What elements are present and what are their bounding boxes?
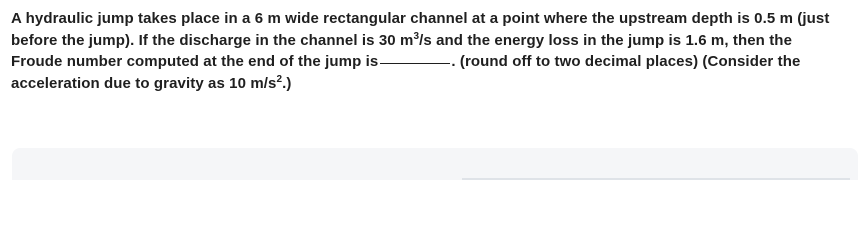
question-part-3: . (round off to two decimal places) (Consider the acceleration due to gravity as 10 m/s — [11, 53, 801, 92]
squared-superscript: 2 — [276, 73, 283, 85]
answer-area — [12, 148, 858, 180]
answer-blank — [380, 62, 450, 64]
question-part-1: A hydraulic jump takes place in a 6 m wide rectangular channel at a point where the upstream depth is 0.5 m (just before the jump). If the discharge in the channel is 30 m — [11, 10, 830, 49]
question-part-4: .) — [282, 74, 292, 92]
question-text — [11, 8, 841, 94]
question-part-2: /s and the energy loss in the jump is 1.6 m, then the Froude number computed at the end of the jump is — [11, 31, 793, 71]
divider-line — [462, 178, 850, 180]
cubic-superscript: 3 — [413, 30, 420, 42]
